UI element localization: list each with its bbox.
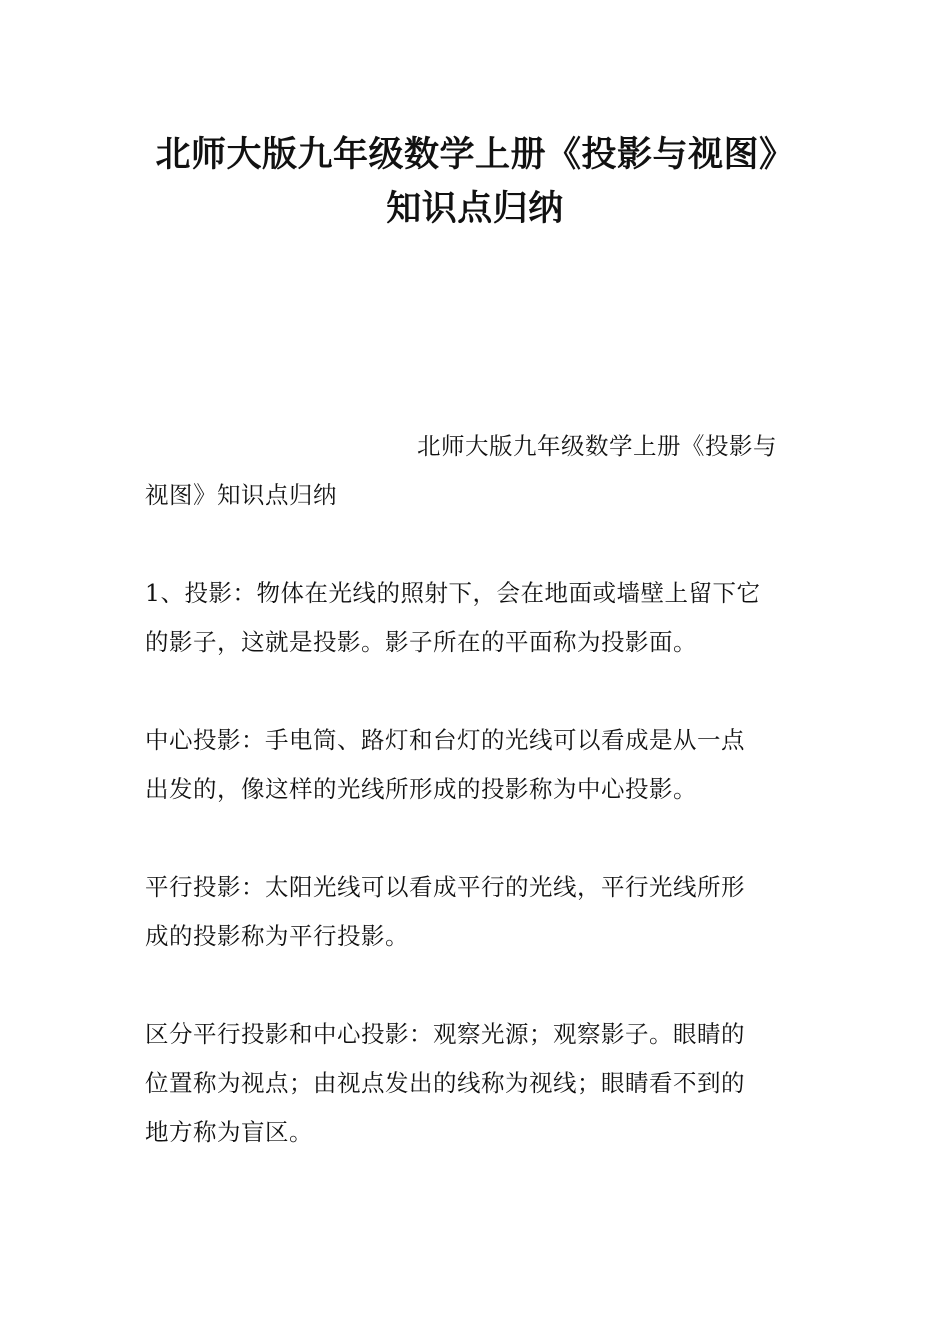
text-line: 的影子，这就是投影。影子所在的平面称为投影面。	[145, 628, 697, 656]
document-title	[100, 128, 850, 236]
central-projection-paragraph	[145, 716, 807, 814]
intro-paragraph	[145, 422, 807, 520]
text-line: 区分平行投影和中心投影：观察光源；观察影子。眼睛的	[145, 1020, 745, 1048]
text-line: 中心投影：手电筒、路灯和台灯的光线可以看成是从一点	[145, 726, 745, 754]
text-line: 平行投影：太阳光线可以看成平行的光线，平行光线所形	[145, 873, 745, 901]
text-line: 出发的，像这样的光线所形成的投影称为中心投影。	[145, 775, 697, 803]
text-line: 1、投影：物体在光线的照射下，会在地面或墙壁上留下它	[145, 579, 761, 607]
text-line: 视图》知识点归纳	[145, 481, 337, 509]
text-line: 北师大版九年级数学上册《投影与	[417, 432, 777, 460]
document-title-line-1: 北师大版九年级数学上册《投影与视图》	[155, 135, 795, 175]
document-title-line-2: 知识点归纳	[386, 189, 564, 229]
text-line: 成的投影称为平行投影。	[145, 922, 409, 950]
parallel-projection-paragraph	[145, 863, 807, 961]
projection-definition-paragraph	[145, 569, 807, 667]
distinguish-projection-paragraph	[145, 1010, 807, 1157]
text-line: 地方称为盲区。	[145, 1118, 313, 1146]
text-line: 位置称为视点；由视点发出的线称为视线；眼睛看不到的	[145, 1069, 745, 1097]
document-body	[145, 422, 807, 1206]
